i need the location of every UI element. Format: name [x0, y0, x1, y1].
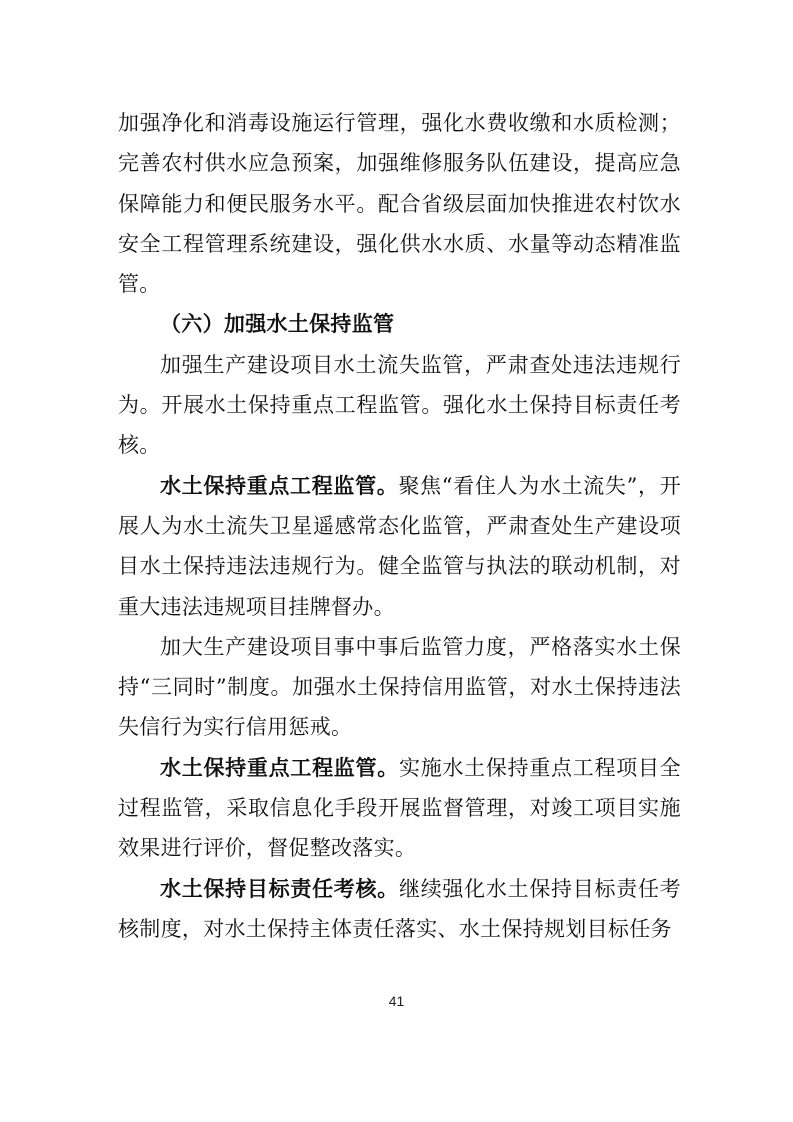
- section-heading-soil-conservation: （六）加强水土保持监管: [160, 312, 395, 337]
- document-body: [118, 103, 681, 949]
- paragraph-body-key-project-supervision: 聚焦“看住人为水土流失”，开展人为水土流失卫星遥感常态化监管，严肃查处生产建设项目水土保持违法违规行为。健全监管与执法的联动机制，对重大违法违规项目挂牌督办。: [118, 473, 681, 619]
- paragraph-key-project-supervision: [118, 466, 681, 627]
- paragraph-water-supply-management: 加强净化和消毒设施运行管理，强化水费收缴和水质检测；完善农村供水应急预案，加强维修服务队伍建设，提高应急保障能力和便民服务水平。配合省级层面加快推进农村饮水安全工程管理系统建设，强化供水水质、水量等动态精准监管。: [118, 111, 681, 297]
- paragraph-interim-post-supervision: 加大生产建设项目事中事后监管力度，严格落实水土保持“三同时”制度。加强水土保持信用监管，对水土保持违法失信行为实行信用惩戒。: [118, 634, 681, 740]
- paragraph-body-whole-process-supervision: 实施水土保持重点工程项目全过程监管，采取信息化手段开展监督管理，对竣工项目实施效果进行评价，督促整改落实。: [118, 755, 681, 861]
- paragraph-target-responsibility-assessment: [118, 869, 681, 950]
- page-number: 41: [388, 993, 405, 1009]
- paragraph-soil-conservation-overview: 加强生产建设项目水土流失监管，严肃查处违法违规行为。开展水土保持重点工程监管。强化水土保持目标责任考核。: [118, 352, 681, 458]
- paragraph-lead-key-project-supervision: 水土保持重点工程监管。: [160, 473, 399, 498]
- paragraph-lead-whole-process-supervision: 水土保持重点工程监管。: [160, 755, 399, 780]
- paragraph-lead-target-responsibility-assessment: 水土保持目标责任考核。: [160, 876, 399, 901]
- paragraph-body-target-responsibility-assessment: 继续强化水土保持目标责任考核制度，对水土保持主体责任落实、水土保持规划目标任务: [118, 876, 681, 941]
- paragraph-whole-process-supervision: [118, 748, 681, 869]
